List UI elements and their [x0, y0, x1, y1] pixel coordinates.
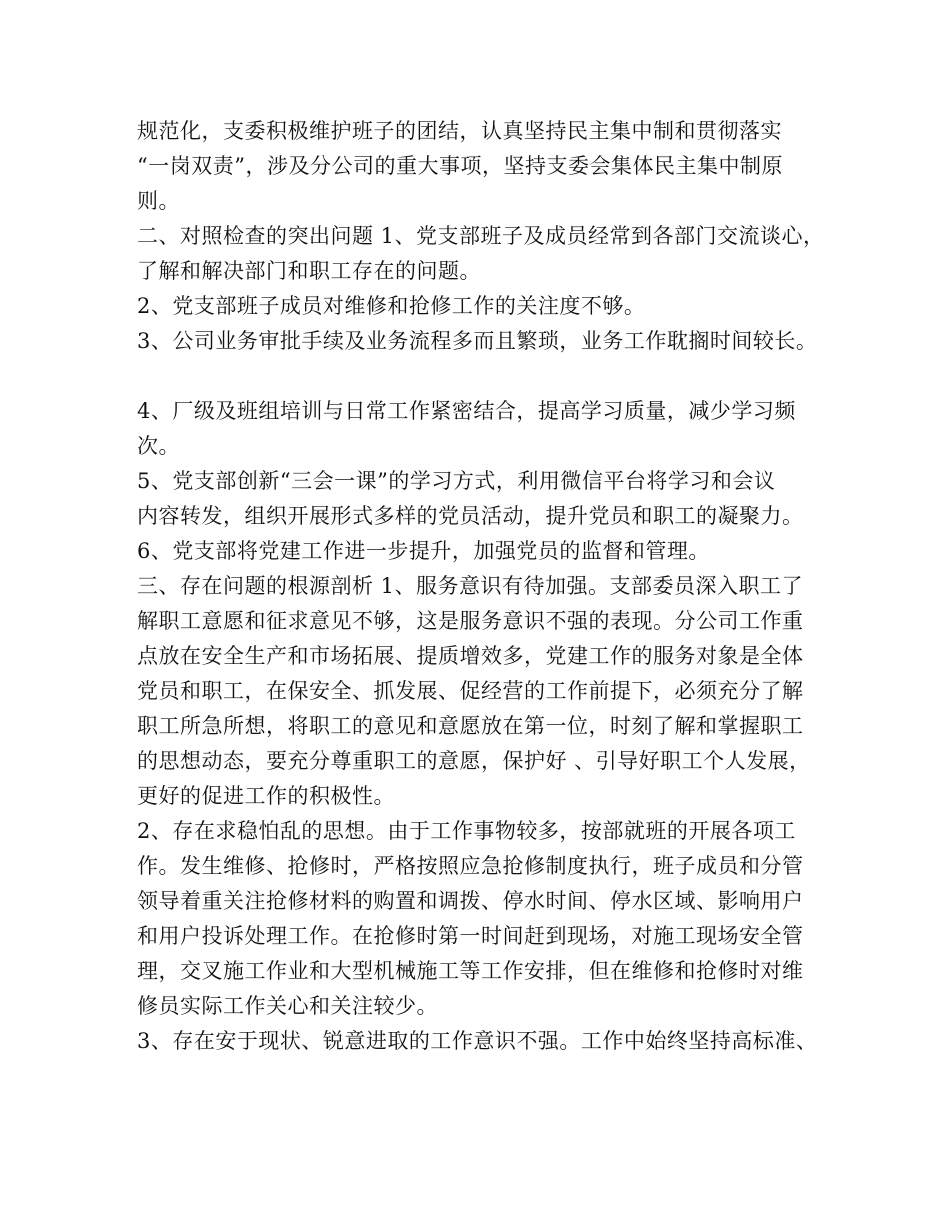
text-line: 修员实际工作关心和关注较少。	[137, 994, 438, 1018]
text-line: 职工所急所想，将职工的意见和意愿放在第一位，时刻了解和掌握职工	[137, 714, 804, 738]
text-line: 党员和职工，在保安全、抓发展、促经营的工作前提下，必须充分了解	[137, 679, 804, 703]
text-line: 2、存在求稳怕乱的思想。由于工作事物较多，按部就班的开展各项工	[137, 819, 796, 843]
text-line: 了解和解决部门和职工存在的问题。	[137, 259, 481, 283]
text-line: 4、厂级及班组培训与日常工作紧密结合，提高学习质量，减少学习频	[137, 399, 796, 423]
text-line: “一岗双责”，涉及分公司的重大事项，坚持支委会集体民主集中制原	[137, 154, 783, 178]
text-line: 更好的促进工作的积极性。	[137, 784, 395, 808]
text-line: 和用户投诉处理工作。在抢修时第一时间赶到现场，对施工现场安全管	[137, 924, 804, 948]
text-line: 2、党支部班子成员对维修和抢修工作的关注度不够。	[137, 294, 646, 318]
text-line: 则。	[137, 189, 180, 213]
document-body	[137, 114, 827, 1059]
text-line: 次。	[137, 434, 180, 458]
text-line: 3、存在安于现状、锐意进取的工作意识不强。工作中始终坚持高标准、	[137, 1029, 818, 1053]
text-line: 3、公司业务审批手续及业务流程多而且繁琐，业务工作耽搁时间较长。	[137, 329, 818, 353]
text-line: 5、党支部创新“三会一课”的学习方式，利用微信平台将学习和会议	[137, 469, 776, 493]
blank-line	[137, 359, 827, 394]
section-heading-line: 二、对照检查的突出问题 1、党支部班子及成员经常到各部门交流谈心，	[137, 224, 825, 248]
text-line: 点放在安全生产和市场拓展、提质增效多，党建工作的服务对象是全体	[137, 644, 804, 668]
text-line: 内容转发，组织开展形式多样的党员活动，提升党员和职工的凝聚力。	[137, 504, 804, 528]
text-line: 的思想动态，要充分尊重职工的意愿，保护好 、引导好职工个人发展，	[137, 749, 811, 773]
section-heading-line: 三、存在问题的根源剖析 1、服务意识有待加强。支部委员深入职工了	[137, 574, 804, 598]
text-line: 6、党支部将党建工作进一步提升，加强党员的监督和管理。	[137, 539, 710, 563]
text-line: 解职工意愿和征求意见不够，这是服务意识不强的表现。分公司工作重	[137, 609, 804, 633]
text-line: 理，交叉施工作业和大型机械施工等工作安排，但在维修和抢修时对维	[137, 959, 804, 983]
text-line: 领导着重关注抢修材料的购置和调拨、停水时间、停水区域、影响用户	[137, 889, 804, 913]
text-line: 作。发生维修、抢修时，严格按照应急抢修制度执行，班子成员和分管	[137, 854, 804, 878]
text-line: 规范化，支委积极维护班子的团结，认真坚持民主集中制和贯彻落实	[137, 119, 782, 143]
